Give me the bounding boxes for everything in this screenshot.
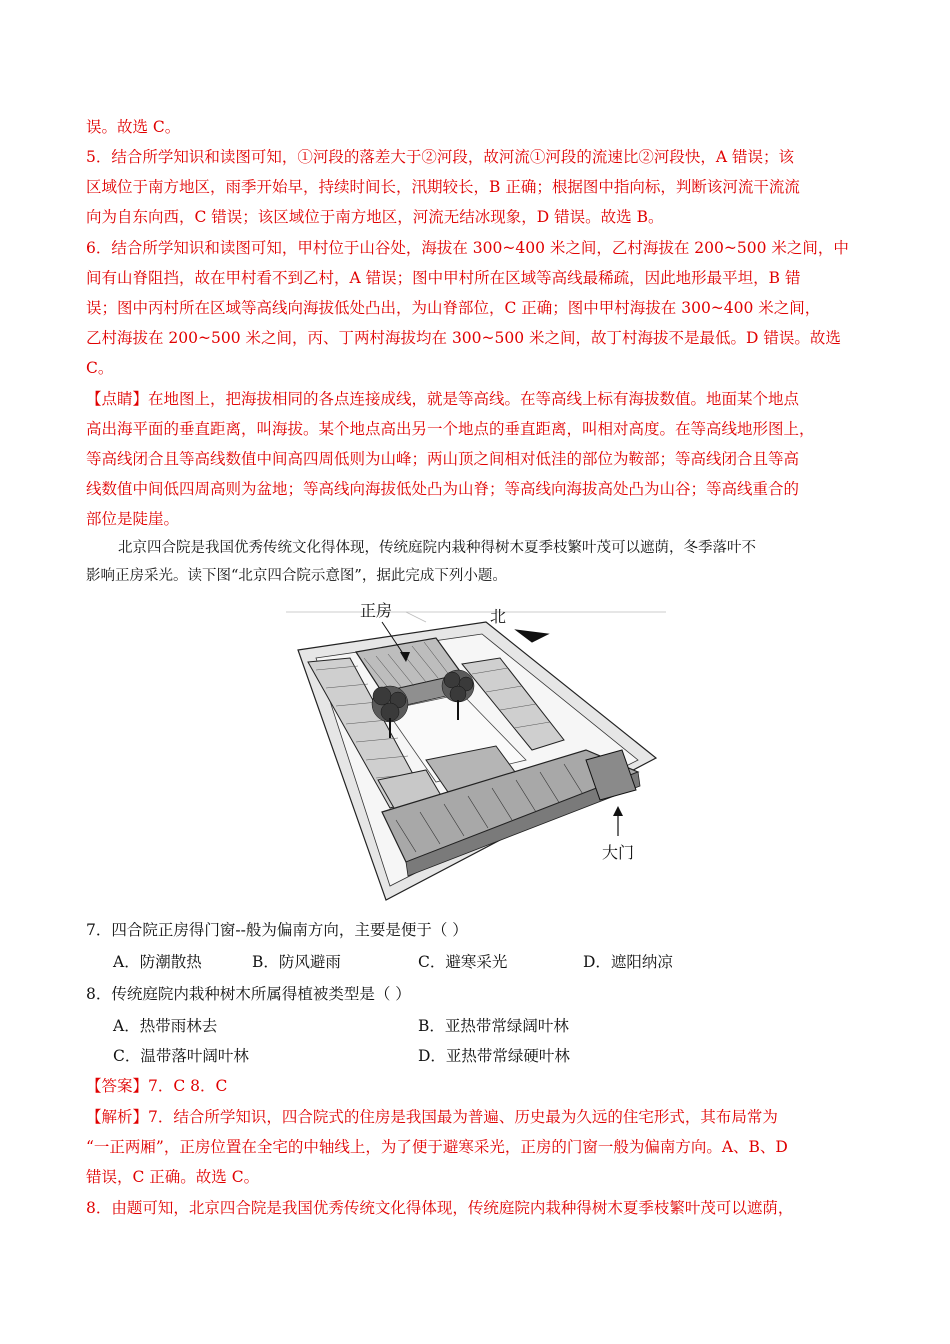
- solution-line: 乙村海拔在 200~500 米之间，丙、丁两村海拔均在 300~500 米之间，故丁村海拔不是最低。D 错误。故选: [86, 329, 841, 347]
- q7-option-a[interactable]: A．防潮散热: [113, 953, 202, 971]
- analysis-line: 8．由题可知，北京四合院是我国优秀传统文化得体现，传统庭院内栽种得树木夏季枝繁叶茂可以遮荫，: [86, 1199, 794, 1217]
- passage-line: 影响正房采光。读下图“北京四合院示意图”，据此完成下列小题。: [86, 568, 507, 584]
- north-arrow-icon: [516, 630, 548, 642]
- solution-line: 向为自东向西，C 错误；该区域位于南方地区，河流无结冰现象，D 错误。故选 B。: [86, 208, 664, 226]
- key-point-line: 线数值中间低四周高则为盆地；等高线向海拔低处凸为山脊；等高线向海拔高处凸为山谷；等高线重合的: [86, 480, 800, 498]
- q8-option-d[interactable]: D．亚热带常绿硬叶林: [418, 1047, 570, 1065]
- solution-line: 间有山脊阻挡，故在甲村看不到乙村，A 错误；图中甲村所在区域等高线最稀疏，因此地形最平坦，B 错: [86, 269, 801, 287]
- q8-option-a[interactable]: A．热带雨林去: [113, 1017, 218, 1035]
- label-north: 北: [490, 609, 507, 626]
- question-8-stem: 8．传统庭院内栽种树木所属得植被类型是（ ）: [86, 985, 411, 1003]
- q7-option-b[interactable]: B．防风避雨: [252, 953, 341, 971]
- label-main-house: 正房: [360, 603, 393, 620]
- solution-line: 5．结合所学知识和读图可知，①河段的落差大于②河段，故河流①河段的流速比②河段快，A 错误；该: [86, 148, 794, 166]
- solution-line: C。: [86, 359, 114, 377]
- analysis-line: 【解析】7．结合所学知识，四合院式的住房是我国最为普遍、历史最为久远的住宅形式，其布局常为: [86, 1108, 778, 1126]
- key-point-line: 等高线闭合且等高线数值中间高四周低则为山峰；两山顶之间相对低洼的部位为鞍部；等高线闭合且等高: [86, 450, 800, 468]
- q8-option-b[interactable]: B．亚热带常绿阔叶林: [418, 1017, 569, 1035]
- question-7-stem: 7．四合院正房得门窗--般为偏南方向，主要是便于（ ）: [86, 921, 468, 939]
- q7-option-d[interactable]: D．遮阳纳凉: [583, 953, 673, 971]
- solution-line: 误；图中丙村所在区域等高线向海拔低处凸出，为山脊部位，C 正确；图中甲村海拔在 300~400 米之间，: [86, 299, 821, 317]
- key-point-line: 【点睛】在地图上，把海拔相同的各点连接成线，就是等高线。在等高线上标有海拔数值。地面某个地点: [86, 390, 800, 408]
- label-gate: 大门: [602, 845, 635, 862]
- key-point-line: 部位是陡崖。: [86, 510, 180, 528]
- key-point-line: 高出海平面的垂直距离，叫海拔。某个地点高出另一个地点的垂直距离，叫相对高度。在等高线地形图上，: [86, 420, 815, 438]
- analysis-line: 错误，C 正确。故选 C。: [86, 1168, 260, 1186]
- analysis-line: “一正两厢”，正房位置在全宅的中轴线上，为了便于避寒采光，正房的门窗一般为偏南方向。A、B、D: [86, 1138, 788, 1156]
- q7-option-c[interactable]: C．避寒采光: [418, 953, 508, 971]
- q8-option-c[interactable]: C．温带落叶阔叶林: [113, 1047, 249, 1065]
- siheyuan-diagram: [286, 600, 666, 905]
- answer-line: 【答案】7．C 8．C: [86, 1077, 228, 1095]
- solution-line: 6．结合所学知识和读图可知，甲村位于山谷处，海拔在 300~400 米之间，乙村海拔在 200~500 米之间，中: [86, 239, 849, 257]
- solution-line: 误。故选 C。: [86, 118, 181, 136]
- solution-line: 区域位于南方地区，雨季开始早，持续时间长，汛期较长，B 正确；根据图中指向标，判断该河流干流流: [86, 178, 800, 196]
- passage-line: 北京四合院是我国优秀传统文化得体现，传统庭院内栽种得树木夏季枝繁叶茂可以遮荫，冬季落叶不: [118, 540, 756, 556]
